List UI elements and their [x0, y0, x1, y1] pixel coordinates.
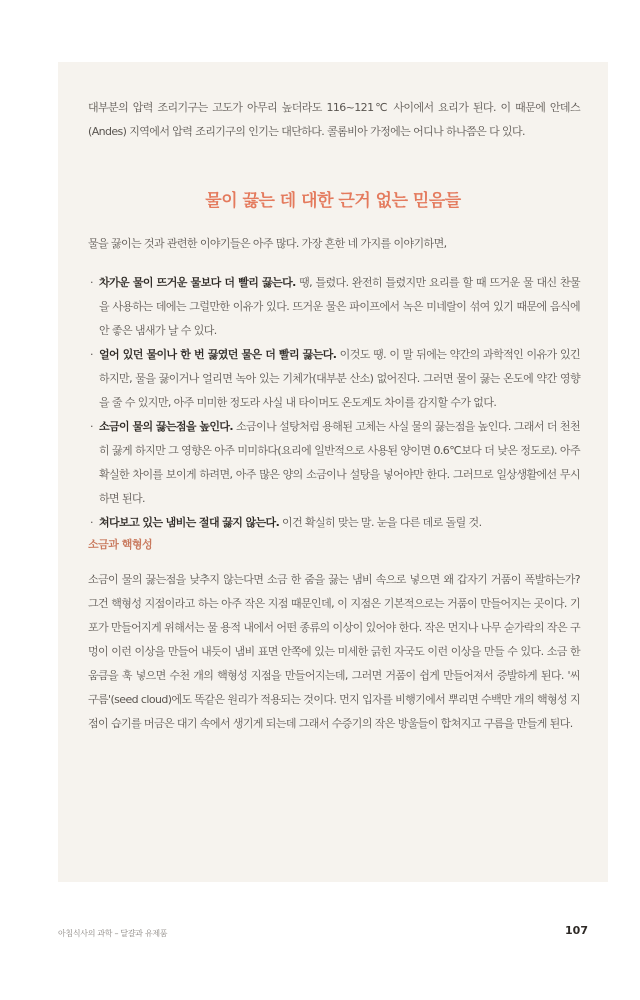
myth-body: 이것도 땡. 이 말 뒤에는 약간의 과학적인 이유가 있긴 하지만, 물을 끓이거나 얼리면 녹아 있는 기체가(대부분 산소) 없어진다. 그러면 물이 끓는 온도에 약간 영향을 줄 수 있지만, 아주 미미한 정도라 사실 내 타이머도 온도계도 차이를 감지할 수가 없다.	[99, 348, 580, 409]
bullet-dot: ·	[90, 516, 93, 529]
content-panel	[58, 62, 608, 882]
intro-paragraph: 대부분의 압력 조리기구는 고도가 아무리 높더라도 116~121℃ 사이에서 요리가 된다. 이 때문에 안데스(Andes) 지역에서 압력 조리기구의 인기는 대단하다. 콜롬비아 가정에는 어디나 하나쯤은 다 있다.	[88, 101, 580, 138]
subsection-heading: 소금과 핵형성	[88, 538, 153, 551]
myth-list	[88, 271, 580, 535]
page-number: 107	[565, 924, 588, 937]
myth-body: 땡, 틀렸다. 완전히 틀렸지만 요리를 할 때 뜨거운 물 대신 찬물을 사용하는 데에는 그럴만한 이유가 있다. 뜨거운 물은 파이프에서 녹은 미네랄이 섞여 있기 때문에 음식에 안 좋은 냄새가 날 수 있다.	[99, 276, 580, 337]
section-title: 물이 끓는 데 대한 근거 없는 믿음들	[205, 191, 461, 211]
running-title: 아침식사의 과학 – 달걀과 유제품	[58, 929, 168, 938]
lead-paragraph: 물을 끓이는 것과 관련한 이야기들은 아주 많다. 가장 흔한 네 가지를 이야기하면,	[88, 237, 447, 250]
myth-heading: 얼어 있던 물이나 한 번 끓였던 물은 더 빨리 끓는다.	[99, 348, 337, 361]
myth-body: 소금이나 설탕처럼 용해된 고체는 사실 물의 끓는점을 높인다. 그래서 더 천천히 끓게 하지만 그 영향은 아주 미미하다(요리에 일반적으로 사용된 양이면 0.6℃보다 더 낮은 정도로). 아주 확실한 차이를 보이게 하려면, 아주 많은 양의 소금이나 설탕을 넣어야만 한다. 그러므로 일상생활에선 무시하면 된다.	[99, 420, 580, 505]
myth-item-frozen-water	[88, 343, 580, 415]
myth-heading: 차가운 물이 뜨거운 물보다 더 빨리 끓는다.	[99, 276, 296, 289]
bullet-dot: ·	[90, 276, 93, 289]
myth-heading: 쳐다보고 있는 냄비는 절대 끓지 않는다.	[99, 516, 280, 529]
myth-item-salt	[88, 415, 580, 511]
bullet-dot: ·	[90, 348, 93, 361]
myth-item-cold-water	[88, 271, 580, 343]
myth-heading: 소금이 물의 끓는점을 높인다.	[99, 420, 233, 433]
myth-body: 이건 확실히 맞는 말. 눈을 다른 데로 돌릴 것.	[279, 516, 482, 529]
myth-item-watched-pot	[88, 511, 580, 535]
salt-nucleation-paragraph: 소금이 물의 끓는점을 낮추지 않는다면 소금 한 줌을 끓는 냄비 속으로 넣으면 왜 갑자기 거품이 폭발하는가? 그건 핵형성 지점이라고 하는 아주 작은 지점 때문인데, 이 지점은 기본적으로는 거품이 만들어지는 곳이다. 기포가 만들어지게 위해서는 물 용적 내에서 어떤 종류의 이상이 있어야 한다. 작은 먼지나 나무 숟가락의 작은 구멍이 이런 이상을 만들어 내듯이 냄비 표면 안쪽에 있는 미세한 긁힌 자국도 이런 이상을 만들 수 있다. 소금 한 움큼을 훅 넣으면 수천 개의 핵형성 지점을 만들어지는데, 그러면 거품이 쉽게 만들어져서 증발하게 된다. '씨 구름'(seed cloud)에도 똑같은 원리가 적용되는 것이다. 먼지 입자를 비행기에서 뿌리면 수백만 개의 핵형성 지점이 습기를 머금은 대기 속에서 생기게 되는데 그래서 수증기의 작은 방울들이 합쳐지고 구름을 만들게 된다.	[88, 573, 581, 730]
bullet-dot: ·	[90, 420, 93, 433]
